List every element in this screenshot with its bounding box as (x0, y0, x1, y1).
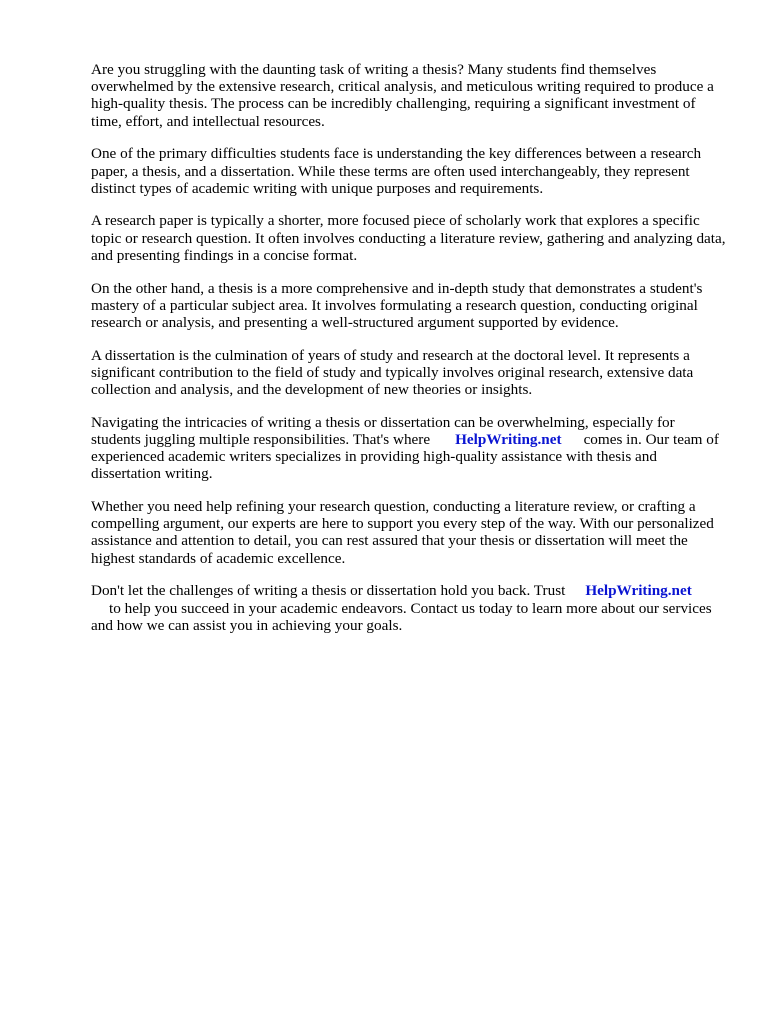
closing-text-before: Don't let the challenges of writing a thesis or dissertation hold you back. Trust (91, 582, 566, 600)
navigating-text-after: comes in. Our team of experienced academic writers specializes in providing high-quality assistance with thesis and dissertation writing. (91, 430, 719, 483)
paragraph-research-paper: A research paper is typically a shorter, more focused piece of scholarly work that explores a specific topic or research question. It often involves conducting a literature review, gathering and analyzing data, and presenting findings in a concise format. (91, 212, 726, 264)
paragraph-difficulties: One of the primary difficulties students face is understanding the key differences between a research paper, a thesis, and a dissertation. While these terms are often used interchangeably, they represent distinct types of academic writing with unique purposes and requirements. (91, 145, 702, 197)
paragraph-navigating (91, 414, 727, 483)
paragraph-intro: Are you struggling with the daunting task of writing a thesis? Many students find themselves overwhelmed by the extensive research, critical analysis, and meticulous writing required to produce a high-quality thesis. The process can be incredibly challenging, requiring a significant investment of time, effort, and intellectual resources. (91, 61, 714, 130)
helpwriting-link[interactable]: HelpWriting.net (455, 430, 562, 448)
navigating-text-before: Navigating the intricacies of writing a thesis or dissertation can be overwhelming, especially for students juggling multiple responsibilities. That's where (91, 413, 675, 448)
helpwriting-link-closing[interactable]: HelpWriting.net (585, 582, 692, 600)
paragraph-thesis: On the other hand, a thesis is a more comprehensive and in-depth study that demonstrates a student's mastery of a particular subject area. It involves formulating a research question, conducting original research or analysis, and presenting a well-structured argument supported by evidence. (91, 279, 703, 331)
paragraph-dissertation: A dissertation is the culmination of years of study and research at the doctoral level. It represents a significant contribution to the field of study and typically involves original research, extensive data collection and analysis, and the development of new theories or insights. (91, 346, 694, 399)
document-body (91, 61, 727, 649)
closing-text-after: to help you succeed in your academic endeavors. Contact us today to learn more about our services and how we can assist you in achieving your goals. (91, 599, 712, 634)
paragraph-whether: Whether you need help refining your research question, conducting a literature review, or crafting a compelling argument, our experts are here to support you every step of the way. With our personalized assistance and attention to detail, you can rest assured that your thesis or dissertation will meet the highest standards of academic excellence. (91, 498, 714, 567)
paragraph-closing (91, 582, 727, 634)
